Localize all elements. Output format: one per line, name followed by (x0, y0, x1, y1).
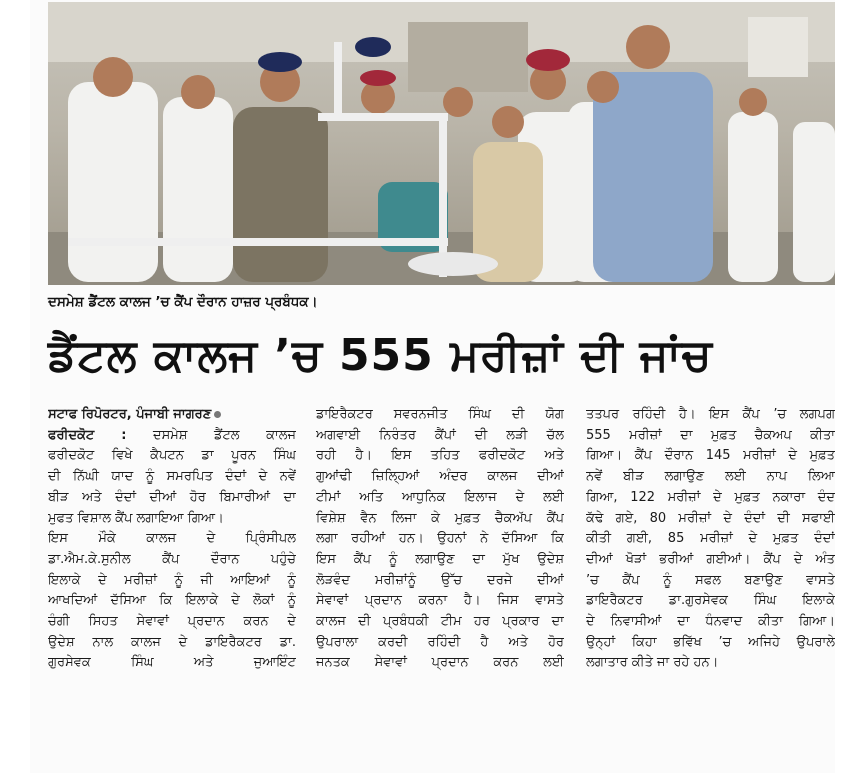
article-body (48, 405, 835, 735)
headline: ਡੈਂਟਲ ਕਾਲਜ ’ਚ 555 ਮਰੀਜ਼ਾਂ ਦੀ ਜਾਂਚ (48, 330, 713, 381)
paragraph-line: ਕੀਤੀ ਗਈ, 85 ਮਰੀਜ਼ਾਂ ਦੇ ਮੁਫ਼ਤ ਦੰਦਾਂ (586, 531, 835, 547)
paragraph-line: ਫਰੀਦਕੋਟ ਵਿਖੇ ਕੈਪਟਨ ਡਾ ਪੂਰਨ ਸਿੰਘ (48, 448, 296, 464)
paragraph-line: ਰਹੀ ਹੈ। ਇਸ ਤਹਿਤ ਫਰੀਦਕੋਟ ਅਤੇ (316, 448, 564, 464)
paragraph-line: ਦਸਮੇਸ਼ ਡੈਂਟਲ ਕਾਲਜ (126, 427, 296, 443)
paragraph-line: ਲਗਾਤਾਰ ਕੀਤੇ ਜਾ ਰਹੇ ਹਨ। (586, 655, 719, 671)
paragraph-line: ਨਵੇਂ ਬੀੜ ਲਗਾਉਣ ਲਈ ਨਾਪ ਲਿਆ (586, 469, 835, 485)
byline: ਸਟਾਫ ਰਿਪੋਰਟਰ, ਪੰਜਾਬੀ ਜਾਗਰਣ (48, 407, 212, 422)
dateline-line (48, 426, 296, 447)
paragraph-line: ਡਾ.ਐਮ.ਕੇ.ਸੁਨੀਲ ਕੈਂਪ ਦੌਰਾਨ ਪਹੁੰਚੇ (48, 551, 296, 567)
paragraph-line: ਕਾਲਜ ਦੀ ਪ੍ਰਬੰਧਕੀ ਟੀਮ ਹਰ ਪ੍ਰਕਾਰ ਦਾ (316, 614, 564, 630)
paragraph-line: ਕੱਢੇ ਗਏ, 80 ਮਰੀਜ਼ਾਂ ਦੇ ਦੰਦਾਂ ਦੀ ਸਫਾਈ (586, 510, 835, 526)
paragraph-line: ਦੀ ਨਿੱਘੀ ਯਾਦ ਨੂੰ ਸਮਰਪਿਤ ਦੰਦਾਂ ਦੇ ਨਵੇਂ (48, 469, 296, 485)
paragraph-line: ਉਪਰਾਲਾ ਕਰਦੀ ਰਹਿੰਦੀ ਹੈ ਅਤੇ ਹੋਰ (316, 634, 564, 650)
column-3 (586, 405, 835, 674)
paragraph-line: ਚੰਗੀ ਸਿਹਤ ਸੇਵਾਵਾਂ ਪ੍ਰਦਾਨ ਕਰਨ ਦੇ (48, 614, 296, 630)
paragraph-line: ਇਸ ਕੈਂਪ ਨੂੰ ਲਗਾਉਣ ਦਾ ਮੁੱਖ ਉਦੇਸ਼ (316, 551, 564, 567)
paragraph-line: ’ਚ ਕੈਂਪ ਨੂੰ ਸਫਲ ਬਣਾਉਣ ਵਾਸਤੇ (586, 572, 835, 588)
column-1 (48, 405, 296, 674)
paragraph-line: ਗੁਆਂਢੀ ਜ਼ਿਲ੍ਹਿਆਂ ਅੰਦਰ ਕਾਲਜ ਦੀਆਂ (316, 469, 564, 485)
news-photo (48, 2, 835, 285)
paragraph-line: 555 ਮਰੀਜ਼ਾਂ ਦਾ ਮੁਫ਼ਤ ਚੈਕਅਪ ਕੀਤਾ (586, 427, 835, 443)
paragraph-line: ਬੀੜ ਅਤੇ ਦੰਦਾਂ ਦੀਆਂ ਹੋਰ ਬਿਮਾਰੀਆਂ ਦਾ (48, 489, 296, 505)
paragraph-line: ਵਿਸ਼ੇਸ਼ ਵੈਨ ਲਿਜਾ ਕੇ ਮੁਫ਼ਤ ਚੈਕਅੱਪ ਕੈਂਪ (316, 510, 564, 526)
paragraph-line: ਉਦੇਸ਼ ਨਾਲ ਕਾਲਜ ਦੇ ਡਾਇਰੈਕਟਰ ਡਾ. (48, 634, 296, 650)
paragraph-line: ਗੁਰਸੇਵਕ ਸਿੰਘ ਅਤੇ ਜੁਆਇੰਟ (48, 655, 296, 671)
paragraph-line: ਇਸ ਮੌਕੇ ਕਾਲਜ ਦੇ ਪ੍ਰਿੰਸੀਪਲ (48, 531, 296, 547)
byline-dot (214, 411, 221, 418)
paragraph-line: ਇਲਾਕੇ ਦੇ ਮਰੀਜ਼ਾਂ ਨੂੰ ਜੀ ਆਇਆਂ ਨੂੰ (48, 572, 296, 588)
paragraph-line: ਤਤਪਰ ਰਹਿੰਦੀ ਹੈ। ਇਸ ਕੈਂਪ ’ਚ ਲਗਪਗ (586, 407, 835, 422)
paragraph-line: ਦੀਆਂ ਖੋੜਾਂ ਭਰੀਆਂ ਗਈਆਂ। ਕੈਂਪ ਦੇ ਅੰਤ (586, 551, 835, 567)
paragraph-line: ਅਗਵਾਈ ਨਿਰੰਤਰ ਕੈਂਪਾਂ ਦੀ ਲੜੀ ਚੱਲ (316, 427, 564, 443)
paragraph-line: ਗਿਆ, 122 ਮਰੀਜ਼ਾਂ ਦੇ ਮੁਫ਼ਤ ਨਕਾਰਾ ਦੰਦ (586, 489, 835, 505)
paragraph-line: ਸੇਵਾਵਾਂ ਪ੍ਰਦਾਨ ਕਰਨਾ ਹੈ। ਜਿਸ ਵਾਸਤੇ (316, 593, 564, 609)
dateline: ਫਰੀਦਕੋਟ : (48, 427, 127, 443)
column-2 (316, 405, 564, 674)
paragraph-line: ਗਿਆ। ਕੈਂਪ ਦੌਰਾਨ 145 ਮਰੀਜ਼ਾਂ ਦੇ ਮੁਫ਼ਤ (586, 448, 835, 464)
paragraph-line: ਟੀਮਾਂ ਅਤਿ ਆਧੁਨਿਕ ਇਲਾਜ ਦੇ ਲਈ (316, 489, 564, 505)
paragraph-line: ਦੇ ਨਿਵਾਸੀਆਂ ਦਾ ਧੰਨਵਾਦ ਕੀਤਾ ਗਿਆ। (586, 614, 835, 630)
paragraph-line: ਆਖਦਿਆਂ ਦੱਸਿਆ ਕਿ ਇਲਾਕੇ ਦੇ ਲੋਕਾਂ ਨੂੰ (48, 593, 296, 609)
paragraph-line: ਲਗਾ ਰਹੀਆਂ ਹਨ। ਉਹਨਾਂ ਨੇ ਦੱਸਿਆ ਕਿ (316, 531, 564, 547)
photo-caption: ਦਸਮੇਸ਼ ਡੈਂਟਲ ਕਾਲਜ ’ਚ ਕੈਂਪ ਦੌਰਾਨ ਹਾਜ਼ਰ ਪ੍ਰਬੰਧਕ। (48, 294, 318, 310)
paragraph-line: ਉਨ੍ਹਾਂ ਕਿਹਾ ਭਵਿੱਖ ’ਚ ਅਜਿਹੇ ਉਪਰਾਲੇ (586, 634, 835, 650)
paragraph-line: ਡਾਇਰੈਕਟਰ ਡਾ.ਗੁਰਸੇਵਕ ਸਿੰਘ ਇਲਾਕੇ (586, 593, 835, 609)
byline-line (48, 405, 296, 426)
dental-camp-photo-illustration (48, 2, 835, 285)
paragraph-line: ਜਨਤਕ ਸੇਵਾਵਾਂ ਪ੍ਰਦਾਨ ਕਰਨ ਲਈ (316, 655, 564, 671)
paragraph-line: ਮੁਫਤ ਵਿਸ਼ਾਲ ਕੈਂਪ ਲਗਾਇਆ ਗਿਆ। (48, 510, 224, 526)
paragraph-line: ਡਾਇਰੈਕਟਰ ਸਵਰਨਜੀਤ ਸਿੰਘ ਦੀ ਯੋਗ (316, 407, 564, 422)
paragraph-line: ਲੋੜਵੰਦ ਮਰੀਜ਼ਾਂਨੂੰ ਉੱਚ ਦਰਜੇ ਦੀਆਂ (316, 572, 564, 588)
